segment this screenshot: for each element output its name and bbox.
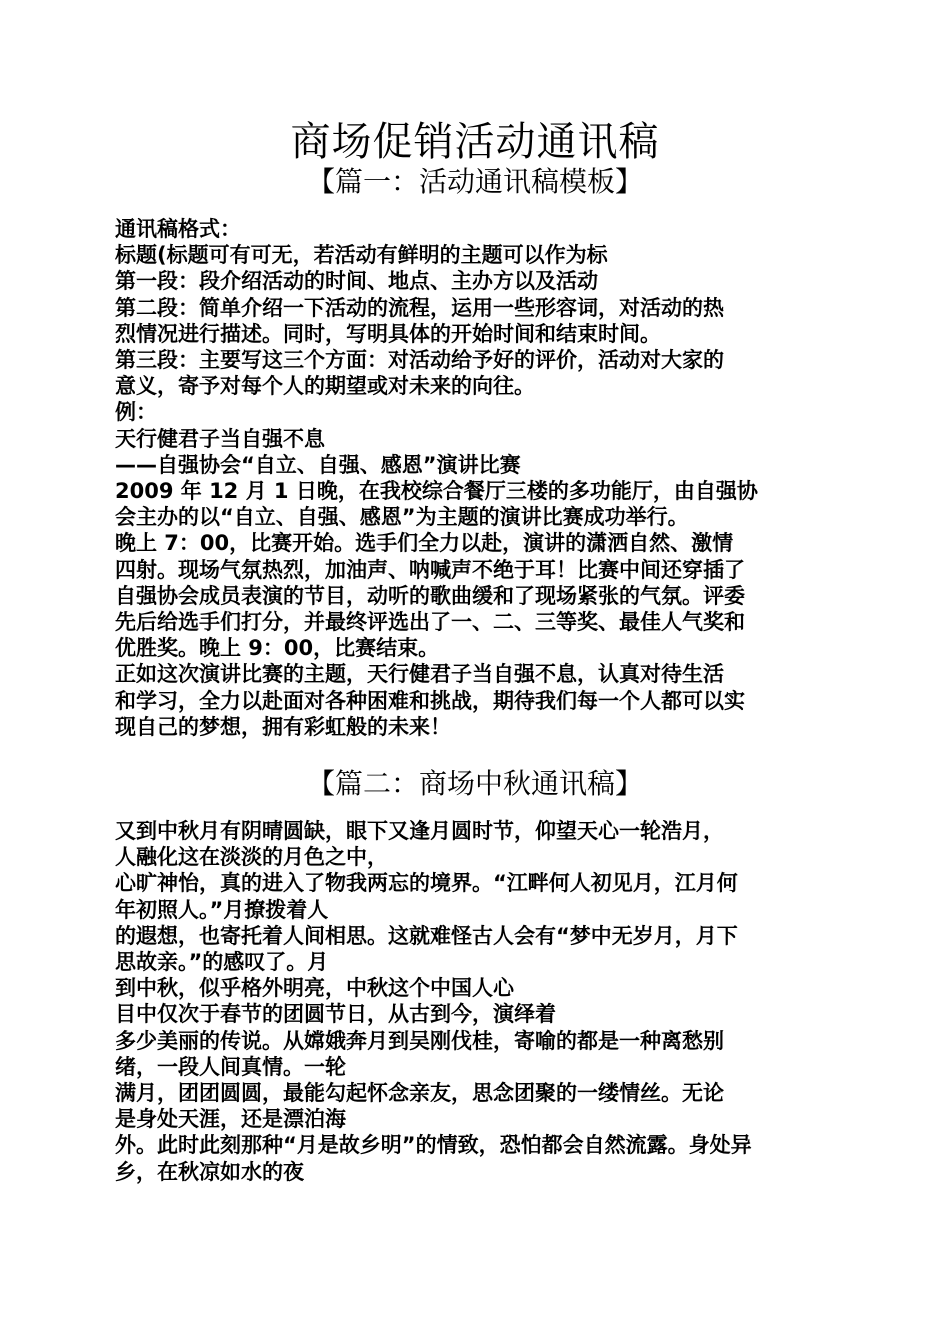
paragraph-line: ——自强协会“自立、自强、感恩”演讲比赛 (115, 452, 521, 477)
paragraph-line: 年初照人。”月撩拨着人 (115, 897, 329, 922)
section-heading-1: 【篇一：活动通讯稿模板】 (306, 165, 643, 198)
paragraph-line: 四射。现场气氛热烈，加油声、呐喊声不绝于耳！比赛中间还穿插了 (115, 557, 745, 582)
paragraph-line: 到中秋，似乎格外明亮，中秋这个中国人心 (115, 976, 514, 1001)
paragraph-line: 会主办的以“自立、自强、感恩”为主题的演讲比赛成功举行。 (115, 505, 689, 530)
paragraph-line: 现自己的梦想，拥有彩虹般的未来！ (115, 714, 451, 739)
section-1-body (115, 216, 840, 740)
paragraph-line: 晚上 7：00，比赛开始。选手们全力以赴，演讲的潇洒自然、激情 (115, 531, 734, 556)
paragraph-line: 意义，寄予对每个人的期望或对未来的向往。 (115, 374, 535, 399)
paragraph-line: 目中仅次于春节的团圆节日，从古到今，演绎着 (115, 1002, 556, 1027)
paragraph-line: 绪，一段人间真情。一轮 (115, 1054, 346, 1079)
paragraph-line: 例： (115, 400, 157, 425)
paragraph-line: 乡，在秋凉如水的夜 (115, 1159, 304, 1184)
section-2-body (115, 818, 840, 1185)
document-title: 商场促销活动通讯稿 (290, 119, 660, 165)
paragraph-line: 外。此时此刻那种“月是故乡明”的情致，恐怕都会自然流露。身处异 (115, 1133, 752, 1158)
paragraph-line: 是身处天涯，还是漂泊海 (115, 1107, 346, 1132)
paragraph-line: 心旷神怡，真的进入了物我两忘的境界。“江畔何人初见月，江月何 (115, 871, 738, 896)
paragraph-line: 思故亲。”的感叹了。月 (115, 950, 329, 975)
paragraph-line: 自强协会成员表演的节目，动听的歌曲缓和了现场紧张的气氛。评委 (115, 583, 745, 608)
paragraph-line: 又到中秋月有阴晴圆缺，眼下又逢月圆时节，仰望天心一轮浩月， (115, 819, 724, 843)
paragraph-line: 2009 年 12 月 1 日晚，在我校综合餐厅三楼的多功能厅，由自强协 (115, 479, 758, 504)
paragraph-line: 通讯稿格式： (115, 217, 241, 241)
paragraph-line: 烈情况进行描述。同时，写明具体的开始时间和结束时间。 (115, 321, 661, 346)
paragraph-line: 正如这次演讲比赛的主题，天行健君子当自强不息，认真对待生活 (115, 662, 724, 687)
paragraph-line: 满月，团团圆圆，最能勾起怀念亲友，思念团聚的一缕情丝。无论 (115, 1081, 724, 1106)
paragraph-line: 多少美丽的传说。从嫦娥奔月到吴刚伐桂，寄喻的都是一种离愁别 (115, 1028, 724, 1053)
paragraph-line: 的遐想，也寄托着人间相思。这就难怪古人会有“梦中无岁月，月下 (115, 923, 738, 948)
paragraph-line: 人融化这在淡淡的月色之中， (115, 845, 388, 870)
paragraph-line: 第一段：段介绍活动的时间、地点、主办方以及活动 (115, 269, 598, 294)
paragraph-line: 第三段：主要写这三个方面：对活动给予好的评价，活动对大家的 (115, 348, 724, 373)
paragraph-line: 优胜奖。晚上 9：00，比赛结束。 (115, 636, 440, 661)
paragraph-line: 第二段：简单介绍一下活动的流程，运用一些形容词，对活动的热 (115, 295, 724, 320)
paragraph-line: 天行健君子当自强不息 (115, 426, 325, 451)
section-heading-2: 【篇二：商场中秋通讯稿】 (306, 767, 643, 800)
paragraph-line: 标题(标题可有可无，若活动有鲜明的主题可以作为标 (115, 243, 608, 268)
paragraph-line: 先后给选手们打分，并最终评选出了一、二、三等奖、最佳人气奖和 (115, 610, 745, 635)
paragraph-line: 和学习，全力以赴面对各种困难和挑战，期待我们每一个人都可以实 (115, 688, 745, 713)
